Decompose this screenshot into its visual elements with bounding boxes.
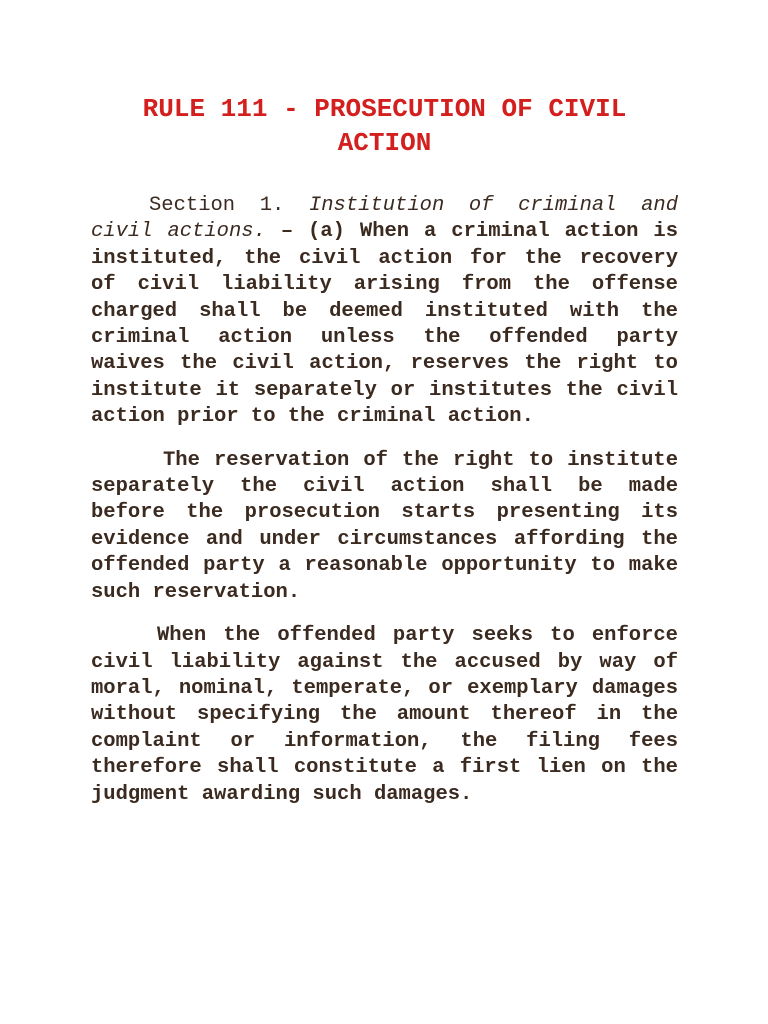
section-caption: Institution of criminal and civil actions. — [91, 194, 678, 244]
section-body: – (a) When a criminal action is instituted, the civil action for the recovery of civil liability arising from the offense charged shall be deemed instituted with the criminal action unless the offended party waives the civil action, reserves the right to institute it separately or institutes the civil action prior to the criminal action. — [91, 220, 678, 429]
rule-title: RULE 111 - PROSECUTION OF CIVIL ACTION — [142, 94, 627, 158]
section-1-paragraph — [91, 193, 678, 431]
section-label: Section 1. — [149, 194, 285, 217]
reservation-paragraph: The reservation of the right to institute separately the civil action shall be made before the prosecution starts presenting its evidence and under circumstances affording the offended party a reasonable opportunity to make such reservation. — [91, 448, 678, 604]
damages-paragraph: When the offended party seeks to enforce civil liability against the accused by way of moral, nominal, temperate, or exemplary damages without specifying the amount thereof in the complaint or information, the filing fees therefore shall constitute a first lien on the judgment awarding such damages. — [91, 624, 678, 806]
